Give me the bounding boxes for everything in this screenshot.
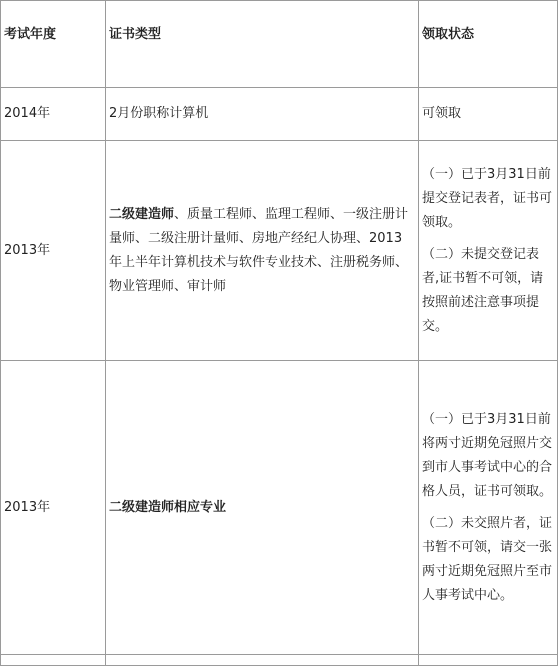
cell-certificate-type bbox=[106, 361, 419, 655]
table-row bbox=[1, 361, 558, 655]
cell-year: 2014年 bbox=[1, 88, 106, 141]
header-year: 考试年度 bbox=[1, 1, 106, 88]
cell-year: 2013年 bbox=[1, 361, 106, 655]
header-certificate-type: 证书类型 bbox=[106, 1, 419, 88]
type-text: 、质量工程师、监理工程师、一级注册计量师、二级注册计量师、房地产经纪人协理、2013年上半年计算机技术与软件专业技术、注册税务师、物业管理师、审计师 bbox=[109, 206, 409, 294]
cell-certificate-type bbox=[106, 141, 419, 361]
status-line: （二）未提交登记表者,证书暂不可领，请按照前述注意事项提交。 bbox=[422, 246, 544, 334]
status-line: （一）已于3月31日前将两寸近期免冠照片交到市人事考试中心的合格人员，证书可领取。 bbox=[422, 411, 553, 499]
cell-empty bbox=[419, 655, 558, 666]
table-row bbox=[1, 141, 558, 361]
cell-empty bbox=[106, 655, 419, 666]
status-line: （一）已于3月31日前提交登记表者，证书可领取。 bbox=[422, 166, 553, 230]
cell-status bbox=[419, 141, 558, 361]
type-text: 2月份职称计算机 bbox=[109, 106, 209, 121]
type-bold: 二级建造师 bbox=[109, 206, 175, 222]
cell-certificate-type bbox=[106, 88, 419, 141]
table-row bbox=[1, 88, 558, 141]
status-line: 可领取 bbox=[422, 106, 462, 121]
type-bold: 二级建造师相应专业 bbox=[109, 499, 227, 515]
header-status: 领取状态 bbox=[419, 1, 558, 88]
cell-year: 2013年 bbox=[1, 141, 106, 361]
table-header-row bbox=[1, 1, 558, 88]
cell-status bbox=[419, 361, 558, 655]
cell-status bbox=[419, 88, 558, 141]
status-line: （二）未交照片者，证书暂不可领，请交一张两寸近期免冠照片至市人事考试中心。 bbox=[422, 515, 553, 603]
table-row-partial bbox=[1, 655, 558, 666]
cell-empty bbox=[1, 655, 106, 666]
